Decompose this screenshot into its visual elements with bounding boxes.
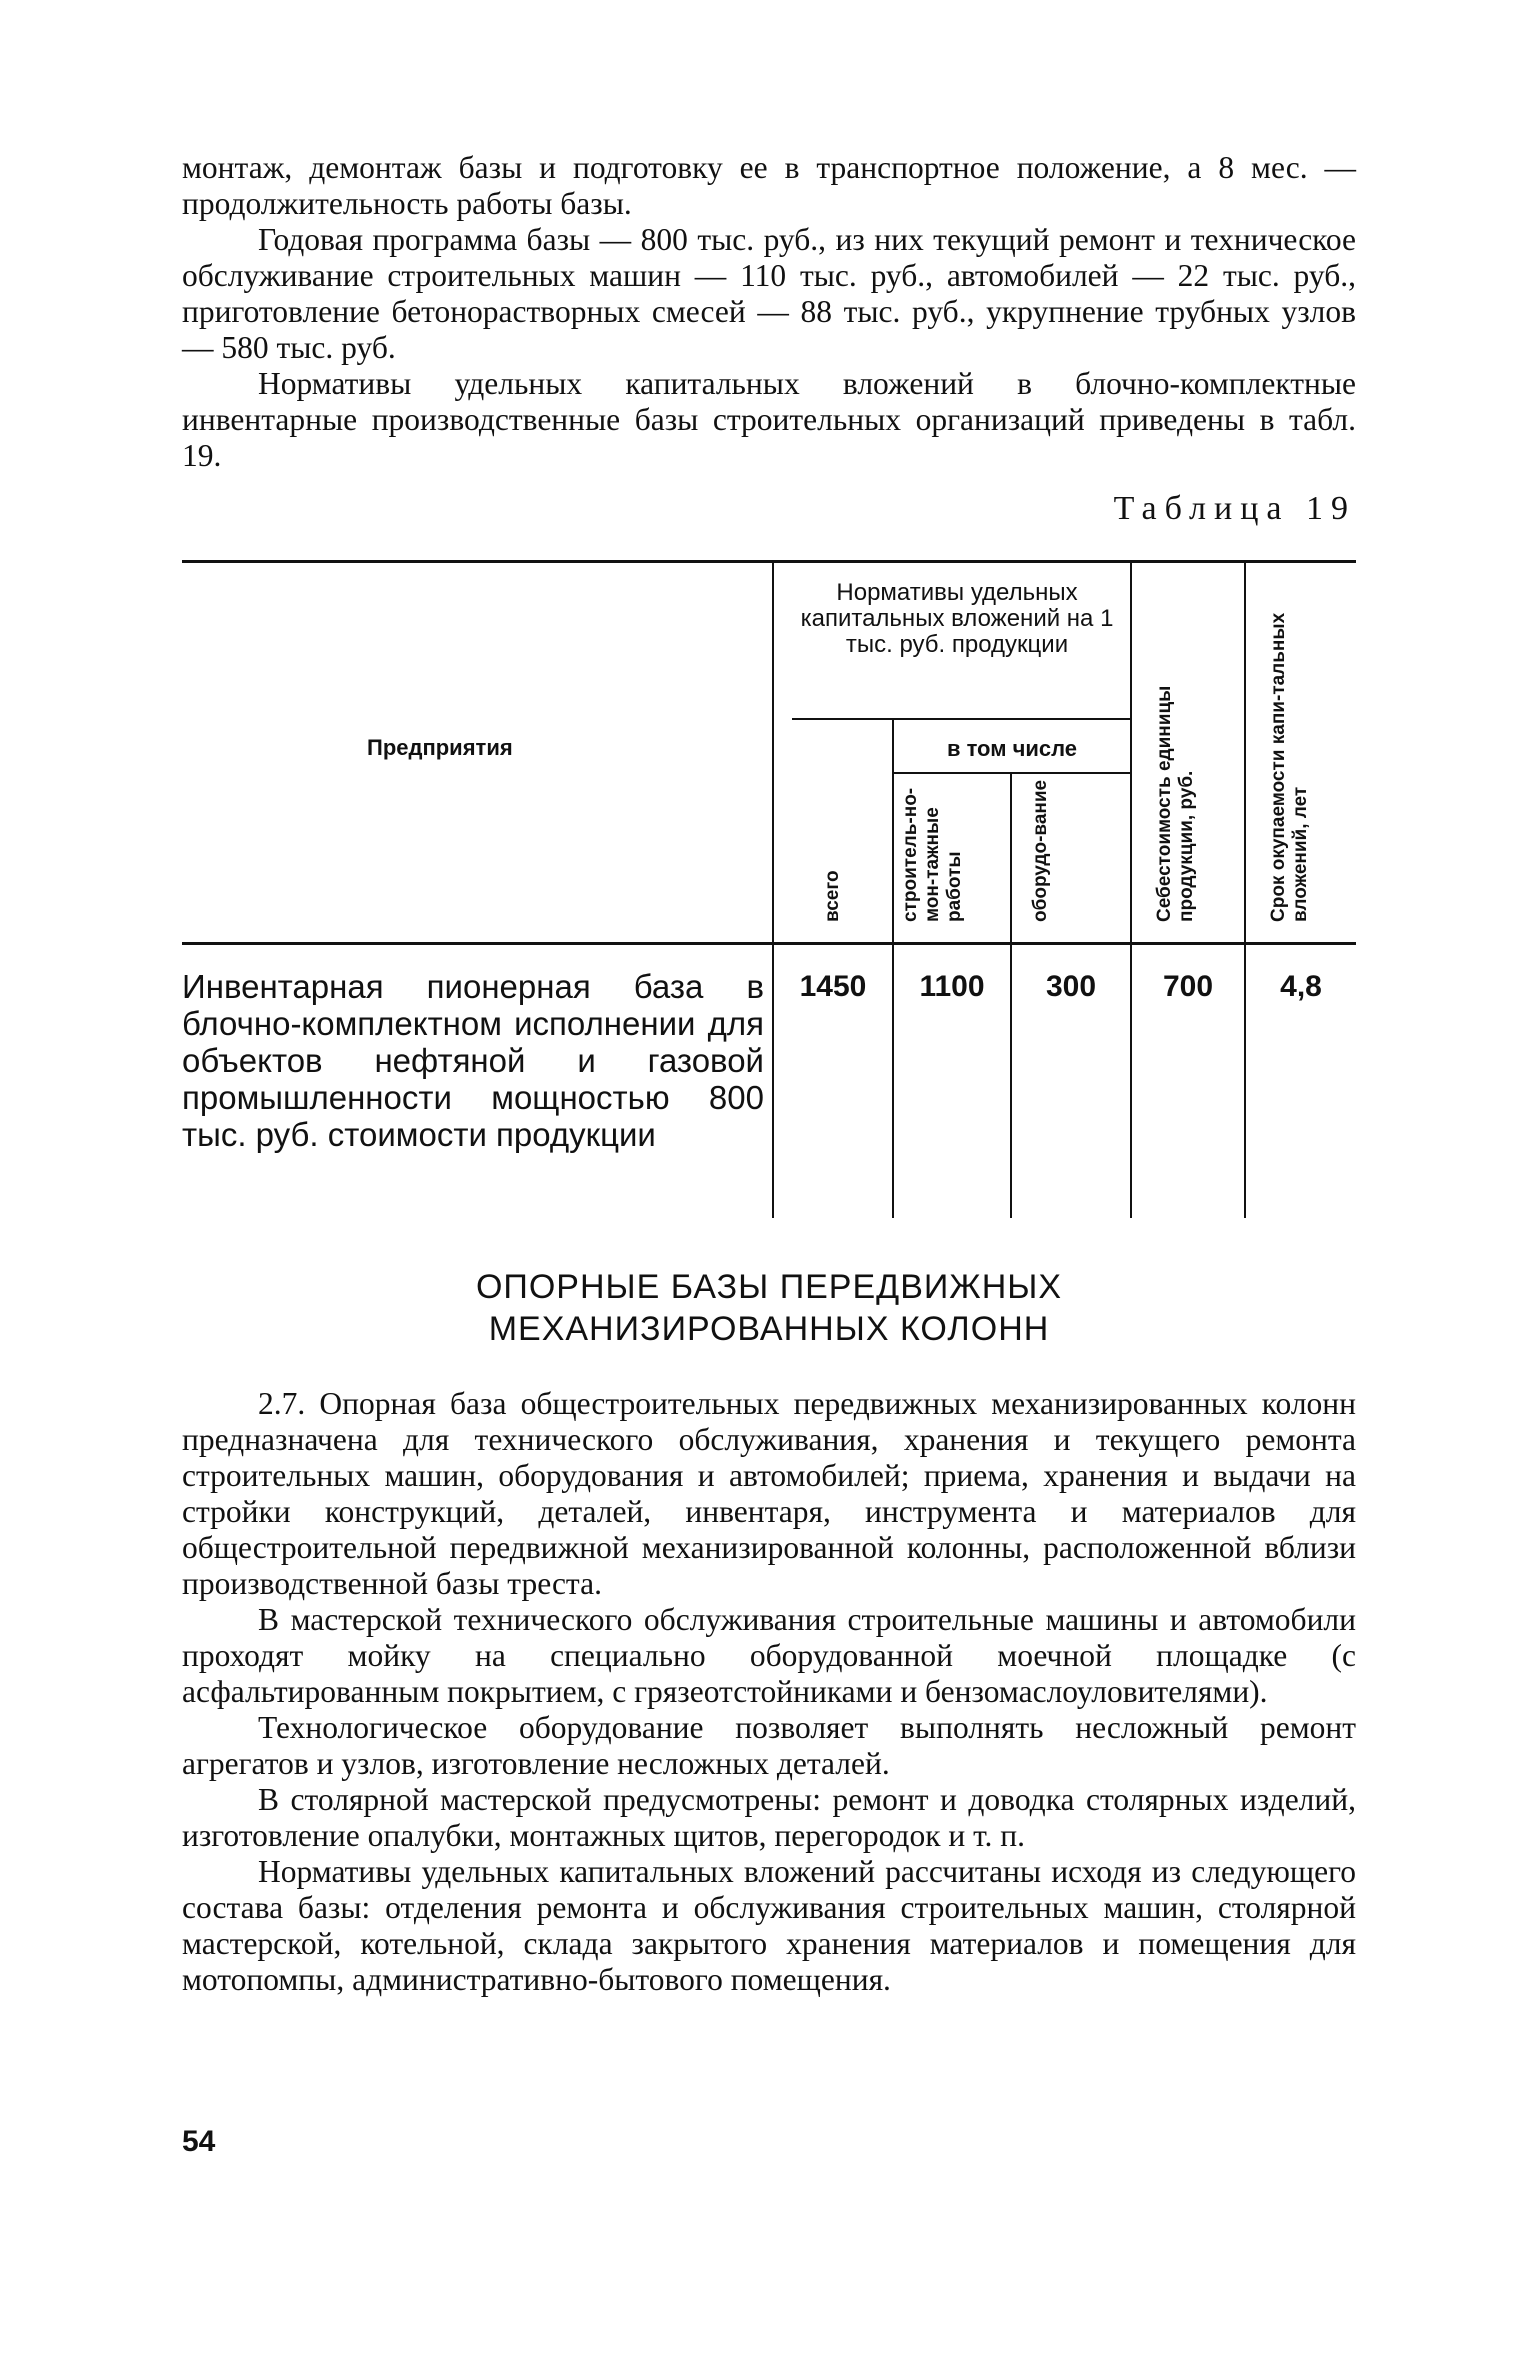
- paragraph: В мастерской технического обслуживания строительные машины и автомобили проходят мойку на специально оборудованной моечной площадке (с асфальтированным покрытием, с грязеотстойниками и бензомаслоуловителями).: [182, 1602, 1356, 1709]
- header-total: всего: [822, 870, 843, 922]
- paragraph: 2.7. Опорная база общестроительных передвижных механизированных колонн предназначена для технического обслуживания, хранения и текущего ремонта строительных машин, оборудования и автомобилей; приема, хранения и выдачи на стройки конструкций, деталей, инвентаря, инструмента и материалов для общестроительной передвижной механизированной колонны, расположенной вблизи производственной базы треста.: [182, 1386, 1356, 1601]
- paragraph: Нормативы удельных капитальных вложений рассчитаны исходя из следующего состава базы: отделения ремонта и обслуживания строительных машин, столярной мастерской, котельной, склада закрытого хранения материалов и помещения для мотопомпы, административно-бытового помещения.: [182, 1854, 1356, 1997]
- section-title-line: ОПОРНЫЕ БАЗЫ ПЕРЕДВИЖНЫХ: [475, 1268, 1063, 1306]
- table-caption: Таблица 19: [1113, 490, 1356, 527]
- cell-equipment: 300: [1045, 970, 1097, 1003]
- page-body: [182, 150, 1356, 1998]
- subheader-rule: [792, 718, 1130, 720]
- col-rule: [1244, 563, 1246, 1218]
- cell-construction: 1100: [919, 970, 985, 1003]
- cell-payback: 4,8: [1280, 970, 1322, 1003]
- header-cost: Себестоимость единицы продукции, руб.: [1154, 685, 1197, 922]
- header-bottom-rule: [182, 942, 1356, 945]
- col-rule: [1130, 563, 1132, 1218]
- paragraph: В столярной мастерской предусмотрены: ремонт и доводка столярных изделий, изготовление опалубки, монтажных щитов, перегородок и т. п.: [182, 1782, 1356, 1853]
- table-top-rule: [182, 560, 1356, 563]
- paragraph: Технологическое оборудование позволяет выполнять несложный ремонт агрегатов и узлов, изготовление несложных деталей.: [182, 1710, 1356, 1781]
- page-number: 54: [182, 2125, 216, 2158]
- cell-total: 1450: [799, 970, 867, 1003]
- header-including: в том числе: [946, 736, 1078, 761]
- section-title-line: МЕХАНИЗИРОВАННЫХ КОЛОНН: [488, 1310, 1050, 1348]
- header-norms: Нормативы удельных капитальных вложений на 1 тыс. руб. продукции: [800, 579, 1114, 658]
- header-enterprises: Предприятия: [367, 735, 513, 760]
- section-title: [182, 1266, 1356, 1350]
- cell-cost: 700: [1162, 970, 1214, 1003]
- col-rule: [772, 563, 774, 1218]
- header-construction: строитель-но-мон-тажные работы: [900, 787, 965, 922]
- row-label: Инвентарная пионерная база в блочно-комплектном исполнении для объектов нефтяной и газовой промышленности мощностью 800 тыс. руб. стоимости продукции: [182, 968, 764, 1153]
- table-19: [182, 550, 1356, 1220]
- paragraph: монтаж, демонтаж базы и подготовку ее в транспортное положение, а 8 мес. — продолжительность работы базы.: [182, 150, 1356, 221]
- col-rule: [892, 720, 894, 1218]
- paragraph: Годовая программа базы — 800 тыс. руб., из них текущий ремонт и техническое обслуживание строительных машин — 110 тыс. руб., автомобилей — 22 тыс. руб., приготовление бетонорастворных смесей — 88 тыс. руб., укрупнение трубных узлов — 580 тыс. руб.: [182, 222, 1356, 365]
- paragraph: Нормативы удельных капитальных вложений в блочно-комплектные инвентарные производственные базы строительных организаций приведены в табл. 19.: [182, 366, 1356, 473]
- header-payback: Срок окупаемости капи-тальных вложений, лет: [1268, 612, 1311, 922]
- header-equipment: оборудо-вание: [1030, 779, 1051, 922]
